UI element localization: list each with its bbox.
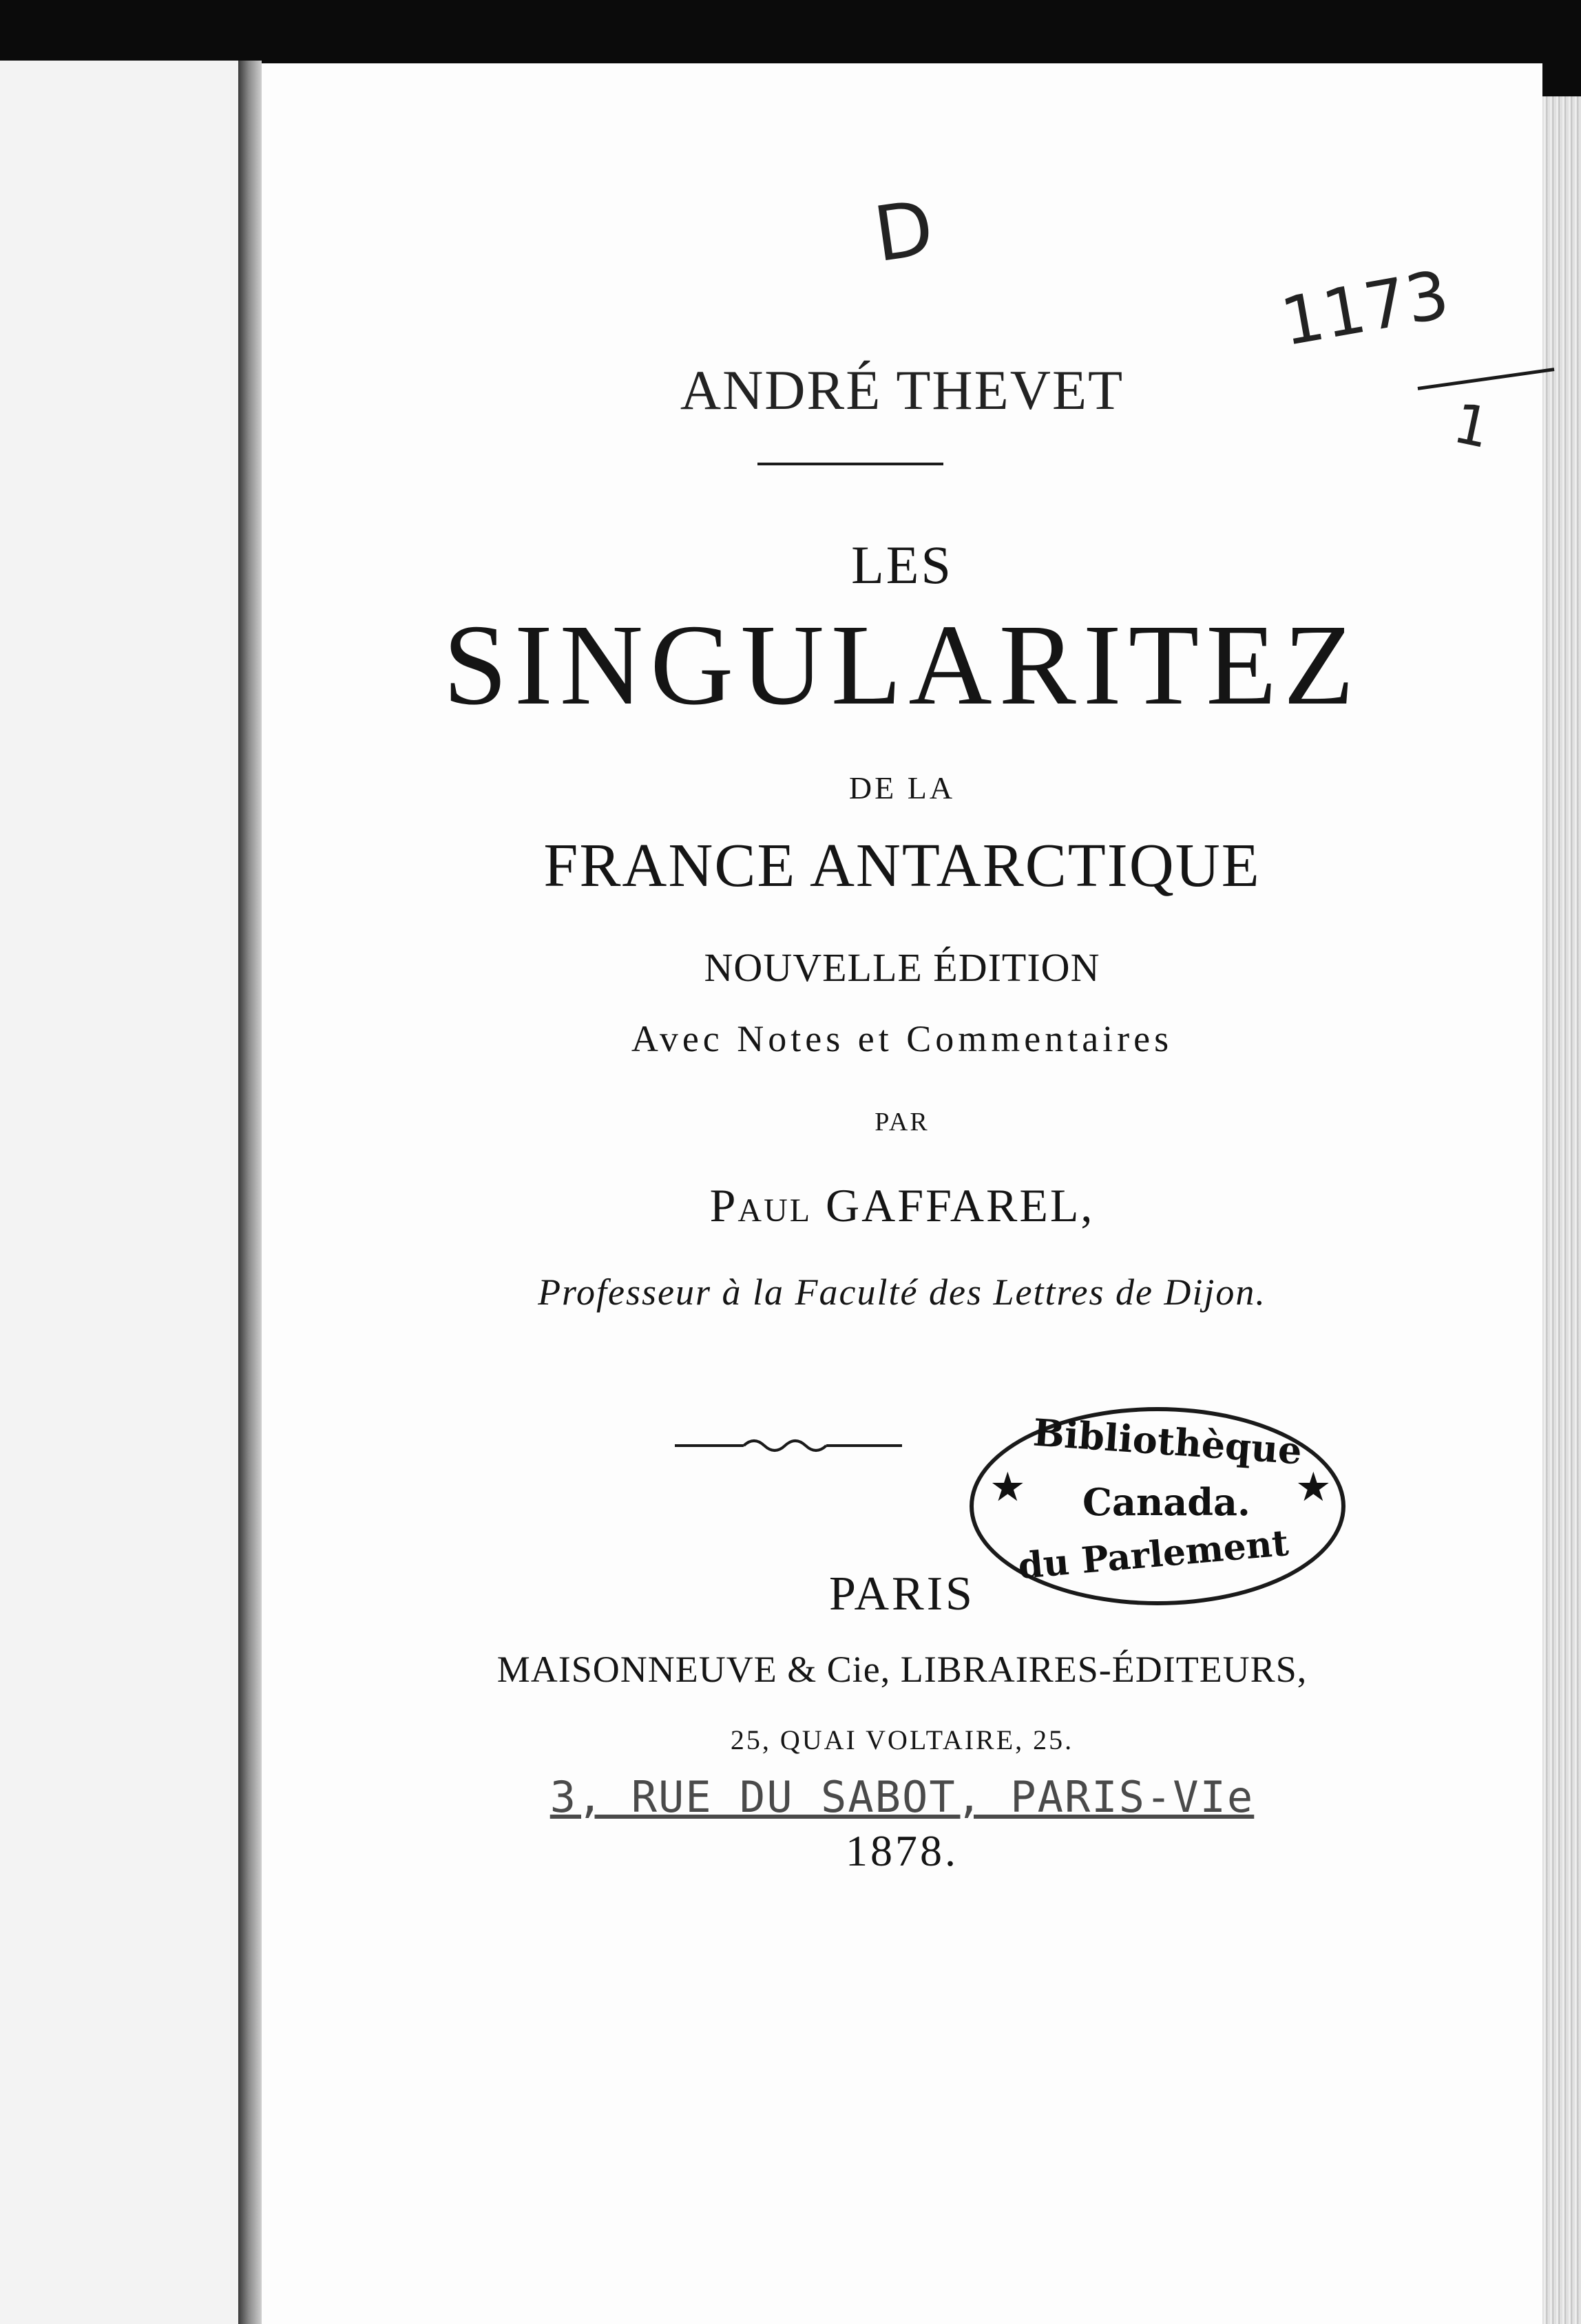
imprint-address: 25, QUAI VOLTAIRE, 25.: [730, 1724, 1074, 1755]
imprint-stamped-address: 3, RUE DU SABOT, PARIS-VIe: [549, 1772, 1255, 1822]
par-line: PAR: [875, 1108, 930, 1137]
page-edges: [1542, 96, 1581, 2324]
title-subject: FRANCE ANTARCTIQUE: [543, 832, 1261, 900]
notes-line: Avec Notes et Commentaires: [631, 1018, 1173, 1059]
stamp-star-right-icon: ★: [1297, 1466, 1330, 1508]
stamp-line-2: Canada.: [1082, 1480, 1250, 1524]
left-page: [0, 61, 238, 2324]
title-les: LES: [851, 535, 953, 595]
handwritten-letter: D: [868, 183, 939, 279]
ornamental-rule: [675, 1432, 902, 1459]
edition-line: NOUVELLE ÉDITION: [704, 945, 1100, 990]
imprint-publisher: MAISONNEUVE & Cie, LIBRAIRES-ÉDITEURS,: [496, 1649, 1308, 1690]
imprint-year: 1878.: [846, 1826, 959, 1875]
handwritten-number: 1173: [1275, 255, 1455, 361]
editor-name: Paul GAFFAREL,: [709, 1179, 1095, 1232]
book-gutter: [238, 61, 262, 2324]
stamp-star-left-icon: ★: [992, 1466, 1024, 1508]
stamp-line-3: du Parlement: [1016, 1521, 1290, 1588]
editor-title: Professeur à la Faculté des Lettres de Dijon.: [538, 1271, 1266, 1313]
author-rule: [757, 463, 943, 465]
imprint-city: PARIS: [829, 1567, 975, 1620]
stamp-line-1: Bibliothèque: [1032, 1410, 1303, 1473]
title-de-la: DE LA: [848, 770, 956, 805]
author-name: ANDRÉ THEVET: [680, 359, 1124, 421]
title-main: SINGULARITEZ: [443, 601, 1361, 729]
handwritten-fraction: 1: [1447, 390, 1496, 461]
